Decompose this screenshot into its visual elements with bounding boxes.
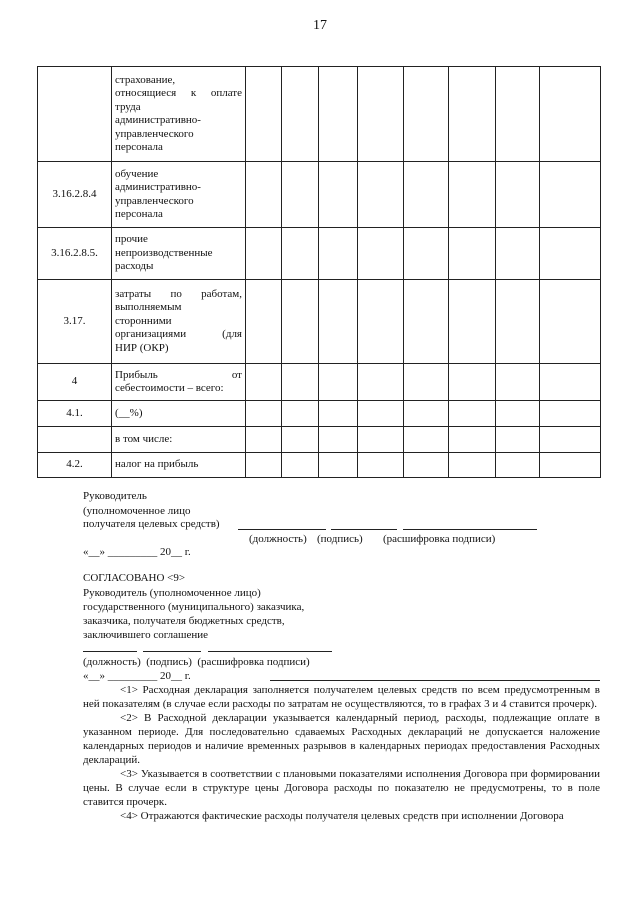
row-description	[112, 162, 246, 228]
value-cell	[404, 228, 449, 280]
value-cell	[496, 453, 540, 478]
row-description-line: административно-	[115, 114, 201, 126]
value-cell	[319, 228, 358, 280]
recipient-position-line	[238, 529, 326, 530]
footnotes	[83, 683, 600, 823]
table-row	[38, 364, 601, 401]
value-cell	[282, 453, 319, 478]
agreed-line-1: Руководитель (уполномоченное лицо)	[83, 587, 261, 599]
agreed-labels: (должность) (подпись) (расшифровка подписи)	[83, 656, 310, 668]
row-description-line: сторонними	[115, 314, 172, 327]
row-description-line: в том числе:	[115, 432, 173, 445]
row-description	[112, 67, 246, 162]
value-cell	[246, 162, 282, 228]
footnote-1: <1> Расходная декларация заполняется получателем целевых средств по всем предусмотренным в ней показателям (в случае если расходы по затратам не осуществляются, то в графах 3 и 4 ставится прочерк).	[83, 684, 600, 710]
row-description-line: относящиеся к оплате	[115, 87, 242, 99]
value-cell	[319, 401, 358, 427]
agreed-line-4: заключившего соглашение	[83, 629, 209, 641]
value-cell	[358, 67, 404, 162]
agreed-title: СОГЛАСОВАНО <9>	[83, 572, 186, 584]
row-description	[112, 280, 246, 364]
recipient-date: «__» _________ 20__ г.	[83, 546, 191, 558]
row-description-line: Прибыль от	[115, 368, 242, 381]
agreed-date: «__» _________ 20__ г.	[83, 670, 191, 682]
value-cell	[404, 453, 449, 478]
value-cell	[246, 67, 282, 162]
table-row	[38, 401, 601, 427]
row-description-line: страхование,	[115, 73, 176, 86]
agreed-position-line	[83, 651, 137, 652]
value-cell	[449, 427, 496, 453]
value-cell	[404, 427, 449, 453]
value-cell	[404, 401, 449, 427]
value-cell	[404, 364, 449, 401]
footnote-separator	[270, 680, 600, 681]
recipient-title-1: Руководитель	[83, 490, 147, 502]
row-description	[112, 364, 246, 401]
value-cell	[282, 67, 319, 162]
value-cell	[246, 280, 282, 364]
row-description-line: управленческого	[115, 194, 194, 207]
value-cell	[358, 162, 404, 228]
value-cell	[282, 427, 319, 453]
value-cell	[282, 228, 319, 280]
row-number	[38, 67, 112, 162]
value-cell	[282, 401, 319, 427]
value-cell	[496, 228, 540, 280]
value-cell	[319, 67, 358, 162]
row-number: 4.1.	[38, 401, 112, 427]
value-cell	[319, 427, 358, 453]
row-description-line: расходы	[115, 260, 154, 273]
value-cell	[319, 453, 358, 478]
value-cell	[358, 427, 404, 453]
value-cell	[540, 427, 601, 453]
row-description-line: административно-	[115, 181, 201, 193]
value-cell	[358, 280, 404, 364]
value-cell	[449, 228, 496, 280]
table-row	[38, 228, 601, 280]
value-cell	[540, 228, 601, 280]
footnote-4: <4> Отражаются фактические расходы получателя целевых средств при исполнении Договора	[120, 810, 564, 822]
table-row	[38, 67, 601, 162]
value-cell	[496, 67, 540, 162]
agreed-signature-line	[143, 651, 201, 652]
row-description-line: организациями (для	[115, 328, 242, 341]
agreed-line-2: государственного (муниципального) заказчика,	[83, 601, 305, 613]
agreed-decode-line	[208, 651, 332, 652]
row-description	[112, 401, 246, 427]
row-description-line: управленческого	[115, 127, 194, 140]
row-description-line: НИР (ОКР)	[115, 341, 169, 354]
recipient-title-3: получателя целевых средств)	[83, 518, 220, 530]
page-number: 17	[313, 18, 327, 33]
value-cell	[496, 280, 540, 364]
value-cell	[282, 280, 319, 364]
value-cell	[449, 453, 496, 478]
recipient-decode-line	[403, 529, 537, 530]
value-cell	[246, 228, 282, 280]
value-cell	[358, 401, 404, 427]
row-number: 3.16.2.8.5.	[38, 228, 112, 280]
value-cell	[540, 364, 601, 401]
row-number: 3.17.	[38, 280, 112, 364]
row-description-line: (__%)	[115, 406, 143, 419]
row-number	[38, 427, 112, 453]
value-cell	[404, 67, 449, 162]
table-row	[38, 280, 601, 364]
value-cell	[319, 162, 358, 228]
recipient-label-signature: (подпись)	[317, 533, 363, 545]
recipient-title-2: (уполномоченное лицо	[83, 505, 191, 517]
row-description-line: затраты по работам,	[115, 287, 242, 300]
value-cell	[496, 364, 540, 401]
row-number: 4.2.	[38, 453, 112, 478]
value-cell	[449, 401, 496, 427]
row-description-line: персонала	[115, 141, 163, 153]
value-cell	[540, 162, 601, 228]
row-description-line: обучение	[115, 167, 159, 180]
row-number: 3.16.2.8.4	[38, 162, 112, 228]
value-cell	[449, 280, 496, 364]
value-cell	[496, 427, 540, 453]
value-cell	[449, 162, 496, 228]
row-description-line: налог на прибыль	[115, 458, 199, 471]
row-description-line: выполняемым	[115, 301, 182, 314]
row-description-line: себестоимости – всего:	[115, 382, 224, 394]
recipient-label-decode: (расшифровка подписи)	[383, 533, 496, 545]
row-description-line: персонала	[115, 208, 163, 220]
value-cell	[246, 427, 282, 453]
table-row	[38, 427, 601, 453]
value-cell	[319, 364, 358, 401]
value-cell	[540, 67, 601, 162]
value-cell	[246, 453, 282, 478]
footnote-2: <2> В Расходной декларации указывается календарный период, расходы, подлежащие оплате в указанном периоде. Для последовательно сдаваемых Расходных деклараций не допускается наложение календарных периодов и наличие временных разрывов в календарных периодах предоставления Расходных деклараций.	[83, 712, 600, 766]
value-cell	[282, 162, 319, 228]
value-cell	[319, 280, 358, 364]
value-cell	[540, 280, 601, 364]
table-row	[38, 453, 601, 478]
row-description-line: труда	[115, 100, 141, 113]
value-cell	[449, 67, 496, 162]
value-cell	[358, 453, 404, 478]
row-description	[112, 427, 246, 453]
value-cell	[496, 401, 540, 427]
value-cell	[449, 364, 496, 401]
value-cell	[404, 162, 449, 228]
recipient-label-position: (должность)	[249, 533, 307, 545]
row-description-line: прочие	[115, 233, 148, 246]
value-cell	[246, 401, 282, 427]
value-cell	[496, 162, 540, 228]
recipient-signature-line	[331, 529, 397, 530]
table-row	[38, 162, 601, 228]
value-cell	[246, 364, 282, 401]
agreed-line-3: заказчика, получателя бюджетных средств,	[83, 615, 285, 627]
row-description-line: непроизводственные	[115, 246, 213, 259]
row-description	[112, 453, 246, 478]
value-cell	[358, 364, 404, 401]
value-cell	[282, 364, 319, 401]
value-cell	[404, 280, 449, 364]
row-description	[112, 228, 246, 280]
value-cell	[540, 401, 601, 427]
row-number: 4	[38, 364, 112, 401]
value-cell	[358, 228, 404, 280]
footnote-3: <3> Указывается в соответствии с плановыми показателями исполнения Договора при формировании цены. В случае если в структуре цены Договора расходы по показателю не предусмотрены, то в поле ставится прочерк.	[83, 768, 600, 808]
value-cell	[540, 453, 601, 478]
expense-table	[37, 66, 601, 478]
